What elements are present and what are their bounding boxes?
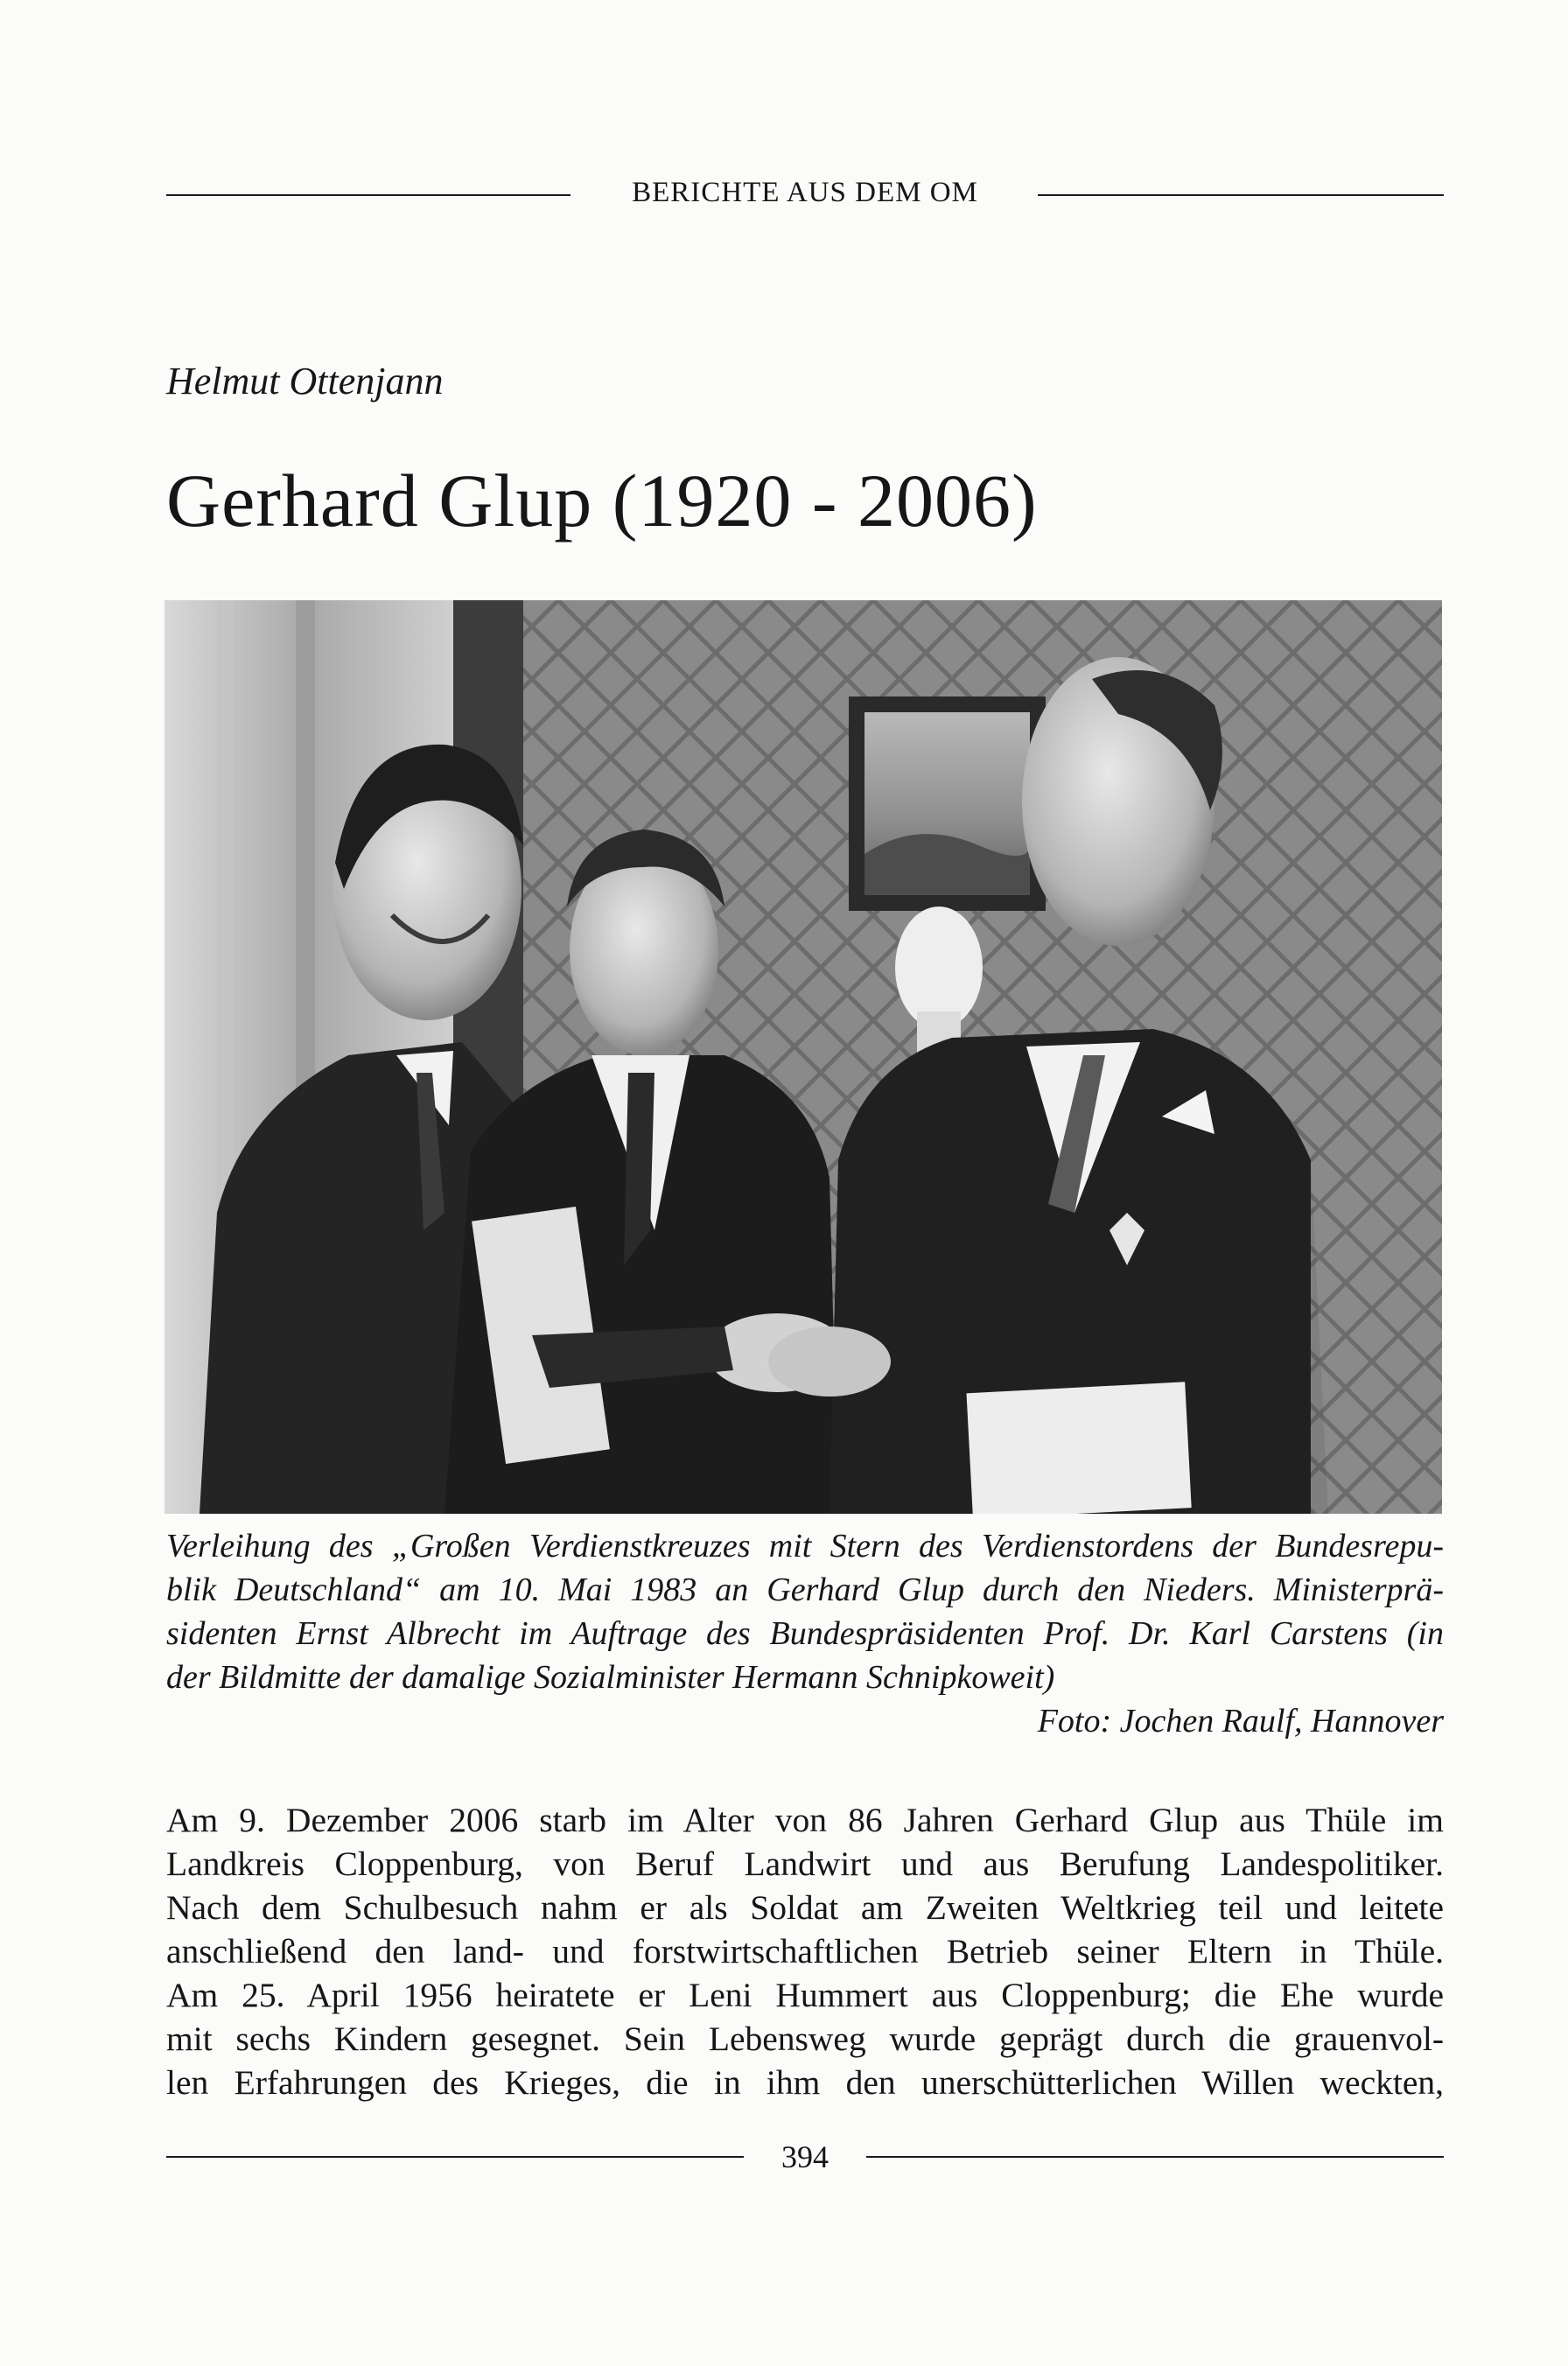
page-footer: [166, 2135, 1444, 2179]
caption-line: Verleihung des „Großen Verdienstkreuzes mit Stern des Verdienstordens der Bundesrepu-: [166, 1528, 1444, 1564]
body-line: len Erfahrungen des Krieges, die in ihm den unerschütterlichen Willen weckten,: [166, 2063, 1444, 2102]
ceremony-photograph: [164, 600, 1442, 1514]
caption-line: der Bildmitte der damalige Sozialminister Hermann Schnipkoweit): [166, 1659, 1055, 1696]
photo-caption: [166, 1524, 1444, 1743]
article-author: Helmut Ottenjann: [166, 360, 444, 402]
caption-line: blik Deutschland“ am 10. Mai 1983 an Gerhard Glup durch den Nieders. Ministerprä-: [166, 1572, 1444, 1608]
body-line: Am 9. Dezember 2006 starb im Alter von 86 Jahren Gerhard Glup aus Thüle im: [166, 1801, 1444, 1839]
body-line: Nach dem Schulbesuch nahm er als Soldat am Zweiten Weltkrieg teil und leitete: [166, 1888, 1444, 1927]
body-line: anschließend den land- und forstwirtschaftlichen Betrieb seiner Eltern in Thüle.: [166, 1932, 1444, 1970]
article-body: [166, 1798, 1444, 2104]
article-title: Gerhard Glup (1920 - 2006): [166, 458, 1038, 542]
running-header: [166, 175, 1444, 210]
caption-line: sidenten Ernst Albrecht im Auftrage des Bundespräsidenten Prof. Dr. Karl Carstens (in: [166, 1615, 1444, 1652]
body-line: Am 25. April 1956 heiratete er Leni Hummert aus Cloppenburg; die Ehe wurde: [166, 1976, 1444, 2014]
body-line: mit sechs Kindern gesegnet. Sein Lebensweg wurde geprägt durch die grauenvol-: [166, 2020, 1444, 2058]
running-title: BERICHTE AUS DEM OM: [616, 177, 994, 208]
photo-credit: Foto: Jochen Raulf, Hannover: [1037, 1703, 1444, 1740]
page-number: 394: [766, 2139, 844, 2174]
body-line: Landkreis Cloppenburg, von Beruf Landwirt und aus Berufung Landespolitiker.: [166, 1844, 1444, 1883]
